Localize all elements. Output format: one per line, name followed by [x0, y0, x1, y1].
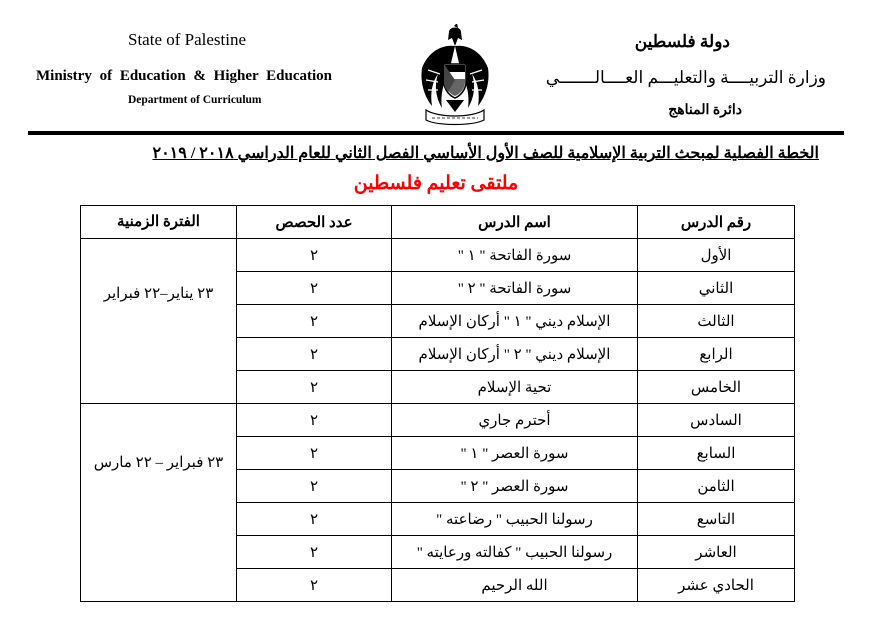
department-name-en: Department of Curriculum — [128, 94, 262, 106]
lesson-number: السادس — [638, 404, 795, 437]
lesson-number: الرابع — [638, 338, 795, 371]
lesson-name: الإسلام ديني " ٢ " أركان الإسلام — [392, 338, 638, 371]
lesson-name: الإسلام ديني " ١ " أركان الإسلام — [392, 305, 638, 338]
class-count: ٢ — [237, 470, 392, 503]
lesson-number: السابع — [638, 437, 795, 470]
state-name-ar: دولة فلسطين — [634, 32, 730, 51]
lesson-name: رسولنا الحبيب " كفالته ورعايته " — [392, 536, 638, 569]
lesson-plan-table — [80, 205, 795, 602]
class-count: ٢ — [237, 536, 392, 569]
lesson-name: أحترم جاري — [392, 404, 638, 437]
table-row — [81, 404, 795, 437]
header-class-count: عدد الحصص — [237, 206, 392, 239]
lesson-name: سورة الفاتحة " ٢ " — [392, 272, 638, 305]
class-count: ٢ — [237, 569, 392, 602]
department-name-ar: دائرة المناهج — [668, 103, 742, 118]
lesson-number: الثالث — [638, 305, 795, 338]
lesson-number: الأول — [638, 239, 795, 272]
lesson-name: سورة العصر " ٢ " — [392, 470, 638, 503]
lesson-number: الخامس — [638, 371, 795, 404]
palestine-eagle-emblem — [418, 24, 492, 126]
class-count: ٢ — [237, 437, 392, 470]
state-name-en: State of Palestine — [128, 30, 247, 49]
lesson-name: رسولنا الحبيب " رضاعته " — [392, 503, 638, 536]
class-count: ٢ — [237, 272, 392, 305]
lesson-name: الله الرحيم — [392, 569, 638, 602]
class-count: ٢ — [237, 305, 392, 338]
header-period: الفترة الزمنية — [81, 206, 237, 239]
class-count: ٢ — [237, 404, 392, 437]
class-count: ٢ — [237, 239, 392, 272]
period-cell: ٢٣ فبراير – ٢٢ مارس — [81, 404, 237, 602]
lesson-number: الثاني — [638, 272, 795, 305]
lesson-number: العاشر — [638, 536, 795, 569]
ministry-name-ar: وزارة التربيــــة والتعليـــم العــــالـــــــي — [545, 68, 826, 87]
table-row — [81, 239, 795, 272]
lesson-number: التاسع — [638, 503, 795, 536]
lesson-name: سورة العصر " ١ " — [392, 437, 638, 470]
class-count: ٢ — [237, 503, 392, 536]
lesson-number: الثامن — [638, 470, 795, 503]
plan-title: الخطة الفصلية لمبحث التربية الإسلامية للصف الأول الأساسي الفصل الثاني للعام الدراسي ٢٠١٨ / ٢٠١٩ — [152, 145, 819, 162]
header-divider — [28, 131, 844, 135]
header-lesson-name: اسم الدرس — [392, 206, 638, 239]
table-header-row — [81, 206, 795, 239]
lesson-name: سورة الفاتحة " ١ " — [392, 239, 638, 272]
forum-name: ملتقى تعليم فلسطين — [353, 173, 519, 194]
ministry-name-en: Ministry of Education & Higher Education — [36, 68, 332, 84]
lesson-name: تحية الإسلام — [392, 371, 638, 404]
class-count: ٢ — [237, 371, 392, 404]
class-count: ٢ — [237, 338, 392, 371]
period-cell: ٢٣ يناير–٢٢ فبراير — [81, 239, 237, 404]
lesson-number: الحادي عشر — [638, 569, 795, 602]
header-lesson-number: رقم الدرس — [638, 206, 795, 239]
